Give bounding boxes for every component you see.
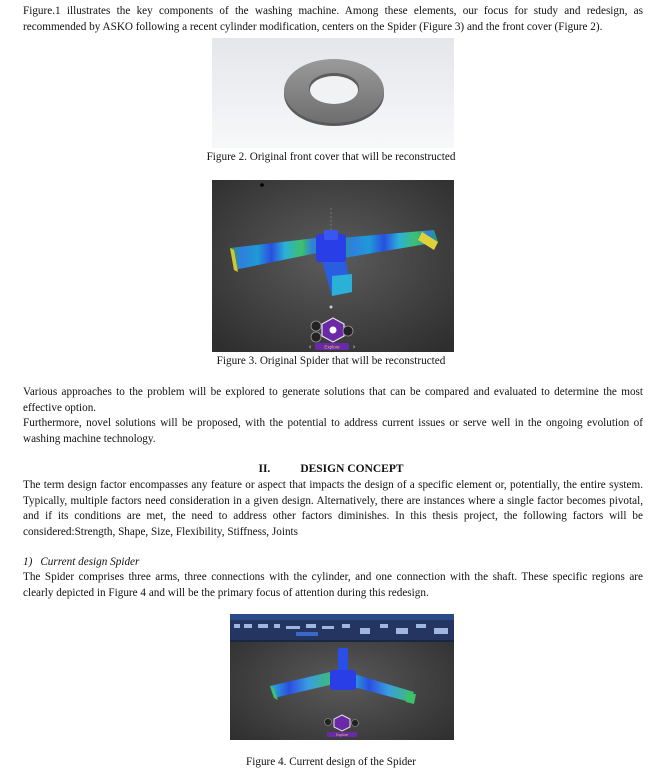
figure-3-caption: Figure 3. Original Spider that will be reconstructed bbox=[216, 355, 446, 367]
rotate-icon[interactable] bbox=[325, 719, 332, 726]
spider-software-render bbox=[230, 614, 454, 740]
intro-paragraph: Figure.1 illustrates the key components of the washing machine. Among these elements, our focus for study and redesign, as recommended by ASKO following a recent cylinder modification, centers on the Spider (Figure 3) and the front cover (Figure 2). bbox=[23, 5, 643, 33]
subsection-heading bbox=[23, 555, 139, 571]
explore-button-label: Explore bbox=[336, 733, 348, 737]
figure-2-caption: Figure 2. Original front cover that will be reconstructed bbox=[206, 151, 456, 163]
prev-arrow-icon[interactable]: ‹ bbox=[308, 343, 312, 351]
design-factor-paragraph: The term design factor encompasses any feature or aspect that impacts the design of a specific element or, potentially, the entire system. Typically, multiple factors need consideration in a given design. Alternatively, there are instances where a single factor becomes pivotal, and if its conditions are met, the need to address other factors diminishes. In this thesis project, the following factors will be considered:Strength, Shape, Size, Flexibility, Stiffness, Joints bbox=[23, 479, 643, 538]
subsection-title: Current design Spider bbox=[40, 556, 140, 568]
spider-fea-render bbox=[212, 180, 454, 352]
section-title: DESIGN CONCEPT bbox=[300, 463, 404, 475]
figure-3-image bbox=[212, 180, 454, 352]
section-heading bbox=[0, 462, 662, 478]
settings-icon[interactable] bbox=[343, 326, 353, 336]
explore-button-label: Explore bbox=[324, 344, 340, 350]
spider-paragraph: The Spider comprises three arms, three connections with the cylinder, and one connection with the shaft. These specific regions are clearly depicted in Figure 4 and will be the primary focus of attention during this redesign. bbox=[23, 571, 643, 599]
figure-4-caption: Figure 4. Current design of the Spider bbox=[246, 756, 416, 768]
spider-hub bbox=[330, 670, 356, 690]
approaches-paragraph-2: Furthermore, novel solutions will be proposed, with the potential to address current issues or serve well in the ongoing evolution of washing machine technology. bbox=[23, 417, 643, 445]
approaches-paragraph-1: Various approaches to the problem will be explored to generate solutions that can be compared and evaluated to determine the most effective option. bbox=[23, 386, 643, 414]
window-title-bar bbox=[230, 614, 454, 620]
section-number: II. bbox=[258, 463, 271, 475]
rotate-icon[interactable] bbox=[311, 321, 321, 331]
explore-hex-icon[interactable] bbox=[334, 715, 350, 731]
ribbon-toolbar bbox=[230, 620, 454, 640]
figure-2-image bbox=[212, 38, 454, 148]
pan-icon[interactable] bbox=[311, 332, 321, 342]
next-arrow-icon[interactable]: › bbox=[352, 343, 356, 351]
settings-icon[interactable] bbox=[352, 720, 359, 727]
figure-4-image bbox=[230, 614, 454, 740]
subsection-number: 1) bbox=[23, 556, 33, 568]
front-cover-render bbox=[212, 38, 454, 148]
